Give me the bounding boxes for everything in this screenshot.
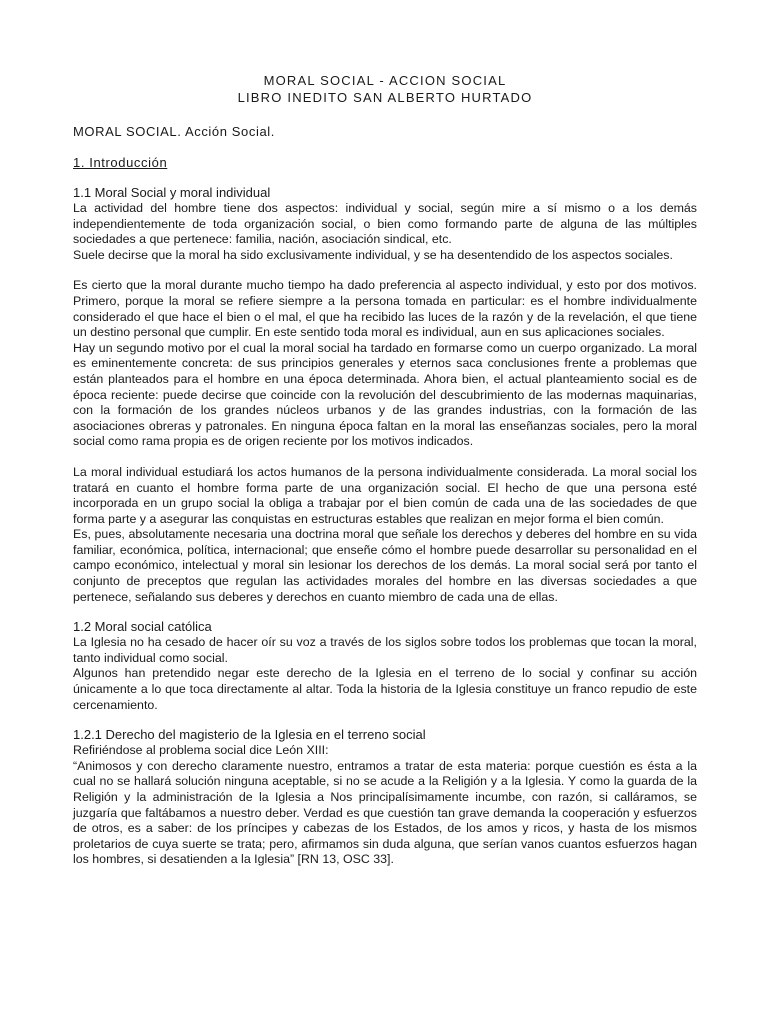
quote-paragraph: “Animosos y con derecho claramente nuestro, entramos a tratar de esta materia: porque cuestión es ésta a la cual no se hallará solución ninguna aceptable, si no se acude a la Religión y a la Iglesia. Y como la guarda de la Religión y la administración de la Iglesia a Nos principalísimamente incumbe, con razón, si calláramos, se juzgaría que faltábamos a nuestro deber. Verdad es que cuestión tan grave demanda la cooperación y esfuerzos de otros, es a saber: de los príncipes y cabezas de los Estados, de los amos y ricos, y hasta de los mismos proletarios de cuya suerte se trata; pero, afirmamos sin duda alguna, que serían vanos cuantos esfuerzos hagan los hombres, si desatienden a la Iglesia” [RN 13, OSC 33]. bbox=[73, 758, 697, 867]
paragraph: La actividad del hombre tiene dos aspectos: individual y social, según mire a sí mismo o a los demás independientemente de toda organización social, o bien como formando parte de alguna de las múltiples sociedades a que pertenece: familia, nación, asociación sindical, etc. bbox=[73, 201, 697, 247]
paragraph: Refiriéndose al problema social dice León XIII: bbox=[73, 743, 329, 758]
document-subheading: MORAL SOCIAL. Acción Social. bbox=[73, 124, 275, 139]
paragraph: Algunos han pretendido negar este derecho de la Iglesia en el terreno de lo social y confinar su acción únicamente a lo que toca directamente al altar. Toda la historia de la Iglesia constituye un franco repudio de este cercenamiento. bbox=[73, 666, 697, 712]
paragraph: Suele decirse que la moral ha sido exclusivamente individual, y se ha desentendido de los aspectos sociales. bbox=[73, 247, 673, 262]
paragraph: La Iglesia no ha cesado de hacer oír su voz a través de los siglos sobre todos los problemas que tocan la moral, tanto individual como social. bbox=[73, 635, 697, 665]
paragraph: Hay un segundo motivo por el cual la moral social ha tardado en formarse como un cuerpo organizado. La moral es eminentemente concreta: de sus principios generales y eternos saca conclusiones frente a problemas que están planteados para el hombre en una época determinada. Ahora bien, el actual planteamiento social es de época reciente: puede decirse que coincide con la revolución del descubrimiento de las modernas maquinarias, con la formación de los grandes núcleos urbanos y de las grandes industrias, con la formación de las asociaciones obreras y patronales. En ninguna época faltan en la moral las enseñanzas sociales, pero la moral social como rama propia es de origen reciente por los motivos indicados. bbox=[73, 340, 697, 449]
document-title-line-2: LIBRO INEDITO SAN ALBERTO HURTADO bbox=[237, 90, 533, 105]
paragraph: Es, pues, absolutamente necesaria una doctrina moral que señale los derechos y deberes del hombre en su vida familiar, económica, política, internacional; que enseñe cómo el hombre puede desarrollar su personalidad en el campo económico, intelectual y moral sin lesionar los derechos de los demás. La moral social será por tanto el conjunto de preceptos que regulan las actividades morales del hombre en las diversas sociedades a que pertenece, señalando sus deberes y derechos en cuanto miembro de cada una de ellas. bbox=[73, 527, 697, 604]
document-title-line-1: MORAL SOCIAL - ACCION SOCIAL bbox=[263, 73, 507, 88]
section-heading-1-2-1: 1.2.1 Derecho del magisterio de la Iglesia en el terreno social bbox=[73, 727, 426, 743]
paragraph: La moral individual estudiará los actos humanos de la persona individualmente considerada. La moral social los tratará en cuanto el hombre forma parte de una organización social. El hecho de que una persona esté incorporada en un grupo social la obliga a trabajar por el bien común de cada una de las sociedades de que forma parte y a asegurar las conquistas en estructuras estables que realizan en mejor forma el bien común. bbox=[73, 464, 697, 526]
paragraph: Es cierto que la moral durante mucho tiempo ha dado preferencia al aspecto individual, y esto por dos motivos. Primero, porque la moral se refiere siempre a la persona tomada en particular: es el hombre individualmente considerado el que hace el bien o el mal, el que ha recibido las luces de la razón y de la revelación, el que tiene un destino personal que cumplir. En este sentido toda moral es individual, aun en sus aplicaciones sociales. bbox=[73, 278, 697, 340]
section-heading-1-2: 1.2 Moral social católica bbox=[73, 619, 212, 635]
section-heading-1-1: 1.1 Moral Social y moral individual bbox=[73, 185, 271, 200]
paragraph-gap bbox=[73, 263, 697, 278]
paragraph-gap bbox=[73, 450, 697, 465]
section-heading-introduccion: 1. Introducción bbox=[73, 155, 168, 170]
